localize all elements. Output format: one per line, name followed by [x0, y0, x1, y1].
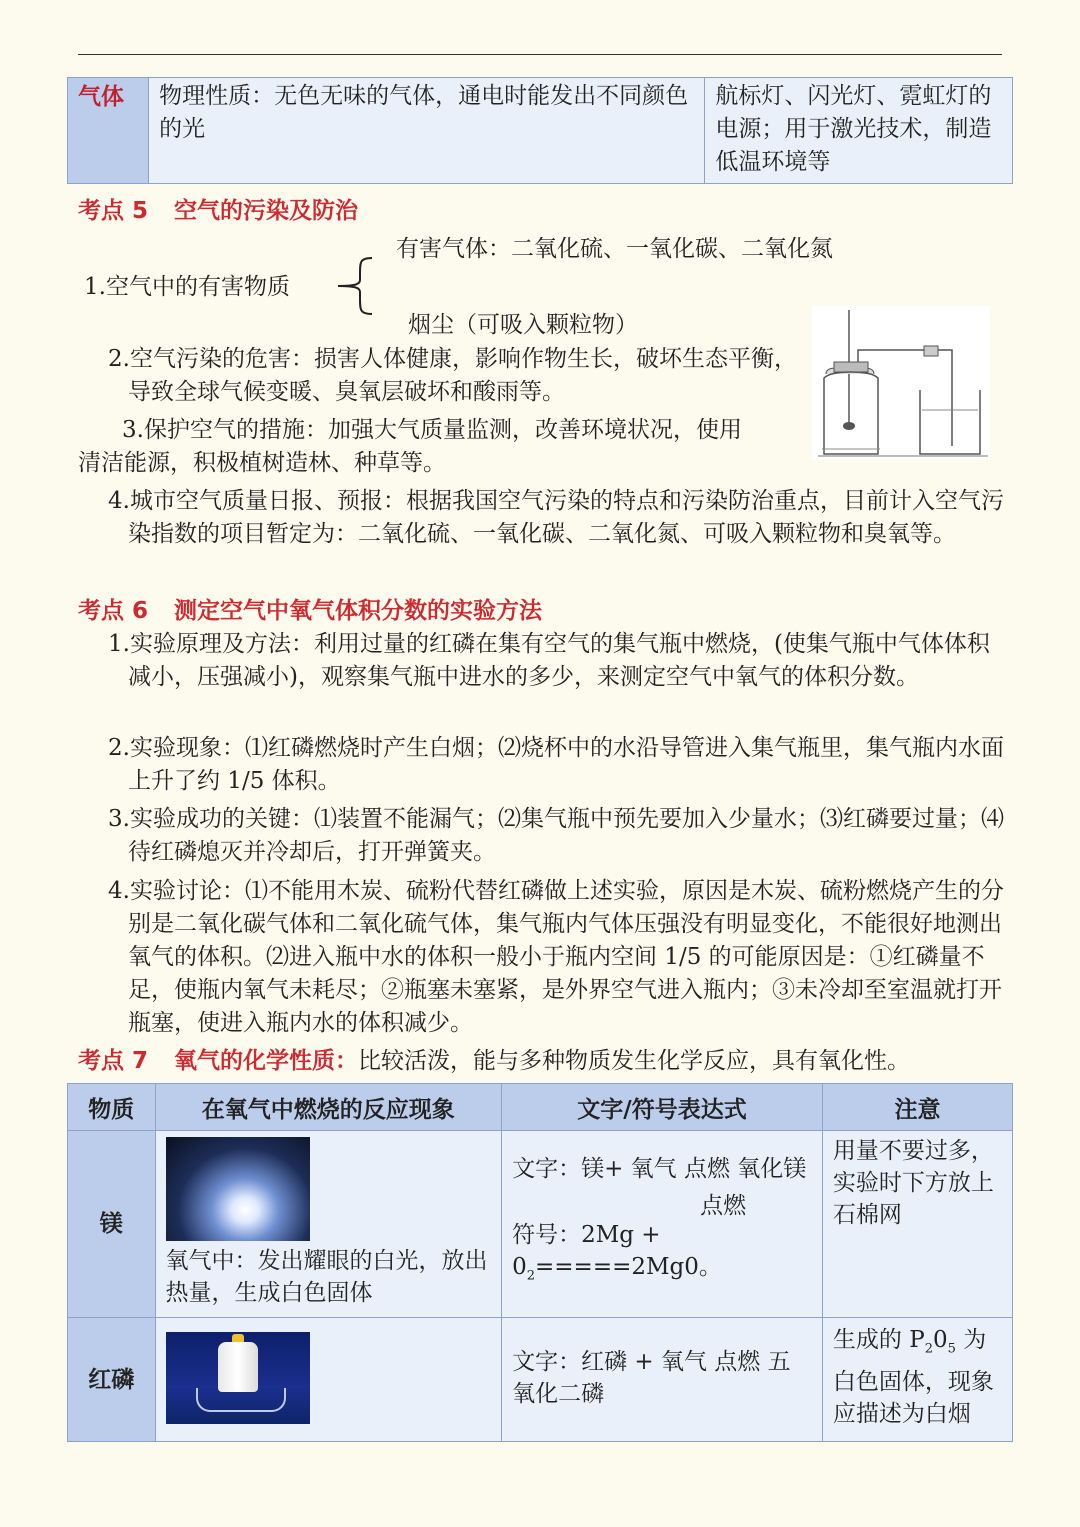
kp6-item4: 4.实验讨论：⑴不能用木炭、硫粉代替红磷做上述实验，原因是木炭、硫粉燃烧产生的分别是二氧化碳气体和二氧化硫气体，集气瓶内气体压强没有明显变化，不能很好地测出氧气的体积。⑵进入瓶中水的体积一般小于瓶内空间 1/5 的可能原因是：①红磷量不足，使瓶内氧气未耗尽；②瓶塞未塞紧，是外界空气进入瓶内；③未冷却至室温就打开瓶塞，使进入瓶内水的体积减少。: [108, 878, 1004, 1036]
table-row: [68, 1131, 1013, 1318]
top-rule: [78, 54, 1002, 55]
gas-use: 航标灯、闪光灯、霓虹灯的电源；用于激光技术，制造低温环境等: [705, 78, 1013, 184]
mg-note: 用量不要过多，实验时下方放上石棉网: [822, 1131, 1012, 1318]
magnesium-burning-photo: [166, 1137, 310, 1241]
kp5-item2: 2.空气污染的危害：损害人体健康，影响作物生长，破坏生态平衡，导致全球气候变暖、臭氧层破坏和酸雨等。: [108, 346, 797, 405]
mg-word-equation: 文字：镁+ 氧气 点燃 氧化镁: [512, 1156, 807, 1182]
p-note: 生成的 $P_20_5$ 为白色固体，现象应描述为白烟: [822, 1318, 1012, 1442]
table-header-row: [68, 1084, 1013, 1131]
kp6-item1: 1.实验原理及方法：利用过量的红磷在集有空气的集气瓶中燃烧，(使集气瓶中气体体积减小，压强减小)，观察集气瓶中进水的多少，来测定空气中氧气的体积分数。: [108, 631, 990, 690]
header-phenomenon: 在氧气中燃烧的反应现象: [155, 1084, 502, 1131]
substance-mg: 镁: [68, 1131, 156, 1318]
header-note: 注意: [822, 1084, 1012, 1131]
kp6-heading: 考点 6 测定空气中氧气体积分数的实验方法: [78, 598, 543, 624]
mg-condition: 点燃: [700, 1193, 747, 1219]
harmful-gas-text: 有害气体：二氧化硫、一氧化碳、二氧化氮: [396, 236, 833, 262]
red-phosphorus-photo: [166, 1332, 310, 1424]
kp5-item4: 4.城市空气质量日报、预报：根据我国空气污染的特点和污染防治重点，目前计入空气污染指数的项目暂定为：二氧化硫、一氧化碳、二氧化氮、可吸入颗粒物和臭氧等。: [108, 488, 1004, 547]
dust-text: 烟尘（可吸入颗粒物）: [408, 312, 638, 338]
harmful-substance-label: 1.空气中的有害物质: [84, 274, 290, 300]
kp5-item3-b: 清洁能源，积极植树造林、种草等。: [78, 450, 446, 476]
p-word-equation: 文字：红磷 + 氧气 点燃 五氧化二磷: [502, 1318, 823, 1442]
kp5-item3-a: 3.保护空气的措施：加强大气质量监测，改善环境状况，使用: [122, 417, 742, 443]
header-expression: 文字/符号表达式: [502, 1084, 823, 1131]
mg-symbol-equation: 符号：$2Mg + 0_2=====2Mg0$。: [512, 1222, 722, 1284]
oxygen-reaction-table: [67, 1083, 1013, 1442]
gas-category: 气体: [68, 78, 149, 184]
gas-property-table: [67, 77, 1013, 184]
substance-p: 红磷: [68, 1318, 156, 1442]
mg-phenomenon: 氧气中：发出耀眼的白光，放出热量，生成白色固体: [165, 1248, 488, 1306]
apparatus-diagram: [812, 306, 990, 460]
header-substance: 物质: [68, 1084, 156, 1131]
kp7-line: 考点 7 氧气的化学性质：比较活泼，能与多种物质发生化学反应，具有氧化性。: [78, 1048, 911, 1074]
kp6-item2: 2.实验现象：⑴红磷燃烧时产生白烟；⑵烧杯中的水沿导管进入集气瓶里，集气瓶内水面上升了约 1/5 体积。: [108, 735, 1004, 794]
table-row: [68, 1318, 1013, 1442]
kp5-heading: 考点 5 空气的污染及防治: [78, 198, 359, 224]
kp6-item3: 3.实验成功的关键：⑴装置不能漏气；⑵集气瓶中预先要加入少量水；⑶红磷要过量；⑷待红磷熄灭并冷却后，打开弹簧夹。: [108, 806, 1004, 865]
gas-property: 物理性质：无色无味的气体，通电时能发出不同颜色的光: [149, 78, 705, 184]
brace-icon: [334, 256, 374, 316]
